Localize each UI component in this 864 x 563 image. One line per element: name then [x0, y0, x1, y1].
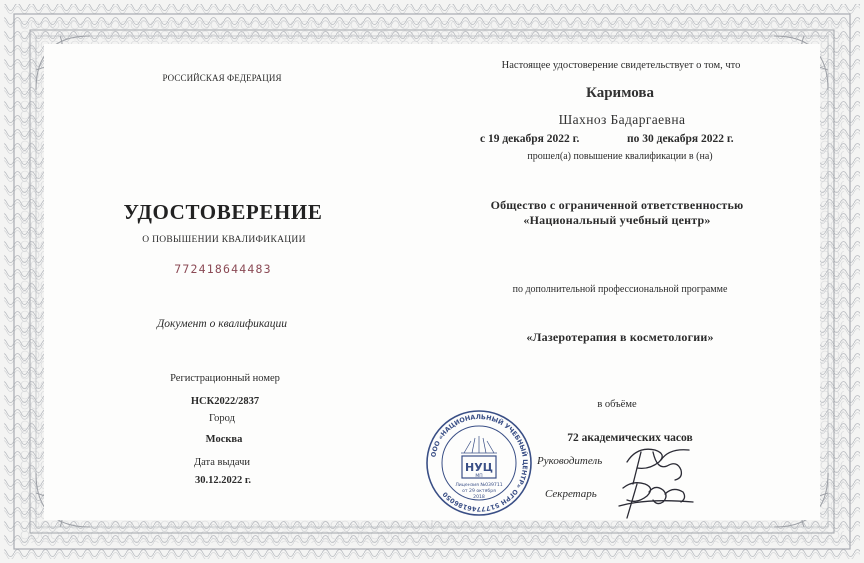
volume-label: в объёме [597, 399, 637, 410]
holder-surname: Каримова [586, 85, 654, 101]
issue-date-value: 30.12.2022 г. [194, 475, 252, 486]
signatures [597, 440, 707, 520]
country-label: РОССИЙСКАЯ ФЕДЕРАЦИЯ [162, 73, 282, 83]
seal-logo: НУЦ [465, 461, 493, 474]
program-intro: по дополнительной профессиональной программе [512, 284, 728, 295]
holder-given-names: Шахноз Бадаргаевна [558, 112, 686, 127]
seal-logo-sub: МП [475, 474, 483, 479]
head-label: Руководитель [537, 455, 603, 467]
organization-line-2: «Национальный учебный центр» [523, 213, 711, 227]
city-label: Город [209, 413, 235, 424]
seal-license-year: 2018 [473, 495, 485, 500]
issue-date-label: Дата выдачи [193, 457, 251, 468]
document-number: 772418644483 [174, 262, 272, 276]
city-value: Москва [205, 434, 243, 445]
seal-license-date: от 29 октября [462, 489, 496, 494]
hours-value: 72 академических часов [567, 432, 693, 444]
seal-ring-text: ООО «НАЦИОНАЛЬНЫЙ УЧЕБНЫЙ ЦЕНТР» ОГРН 5177746186050 [429, 412, 530, 514]
secretary-label: Секретарь [545, 488, 597, 500]
passed-text: прошел(а) повышение квалификации в (на) [527, 151, 713, 162]
registration-number: НСК2022/2837 [190, 396, 260, 407]
document-subtitle: О ПОВЫШЕНИИ КВАЛИФИКАЦИИ [142, 235, 306, 245]
document-title: УДОСТОВЕРЕНИЕ [123, 200, 323, 224]
organization-seal [424, 408, 534, 518]
registration-label: Регистрационный номер [170, 373, 280, 384]
intro-text: Настоящее удостоверение свидетельствует о том, что [501, 60, 741, 71]
date-to: по 30 декабря 2022 г. [627, 133, 734, 145]
organization-line-1: Общество с ограниченной ответственностью [490, 198, 744, 212]
document-type: Документ о квалификации [156, 318, 288, 330]
program-name: «Лазеротерапия в косметологии» [526, 330, 714, 344]
date-from: с 19 декабря 2022 г. [480, 133, 580, 145]
seal-license: Лицензия №039711 [455, 483, 503, 488]
